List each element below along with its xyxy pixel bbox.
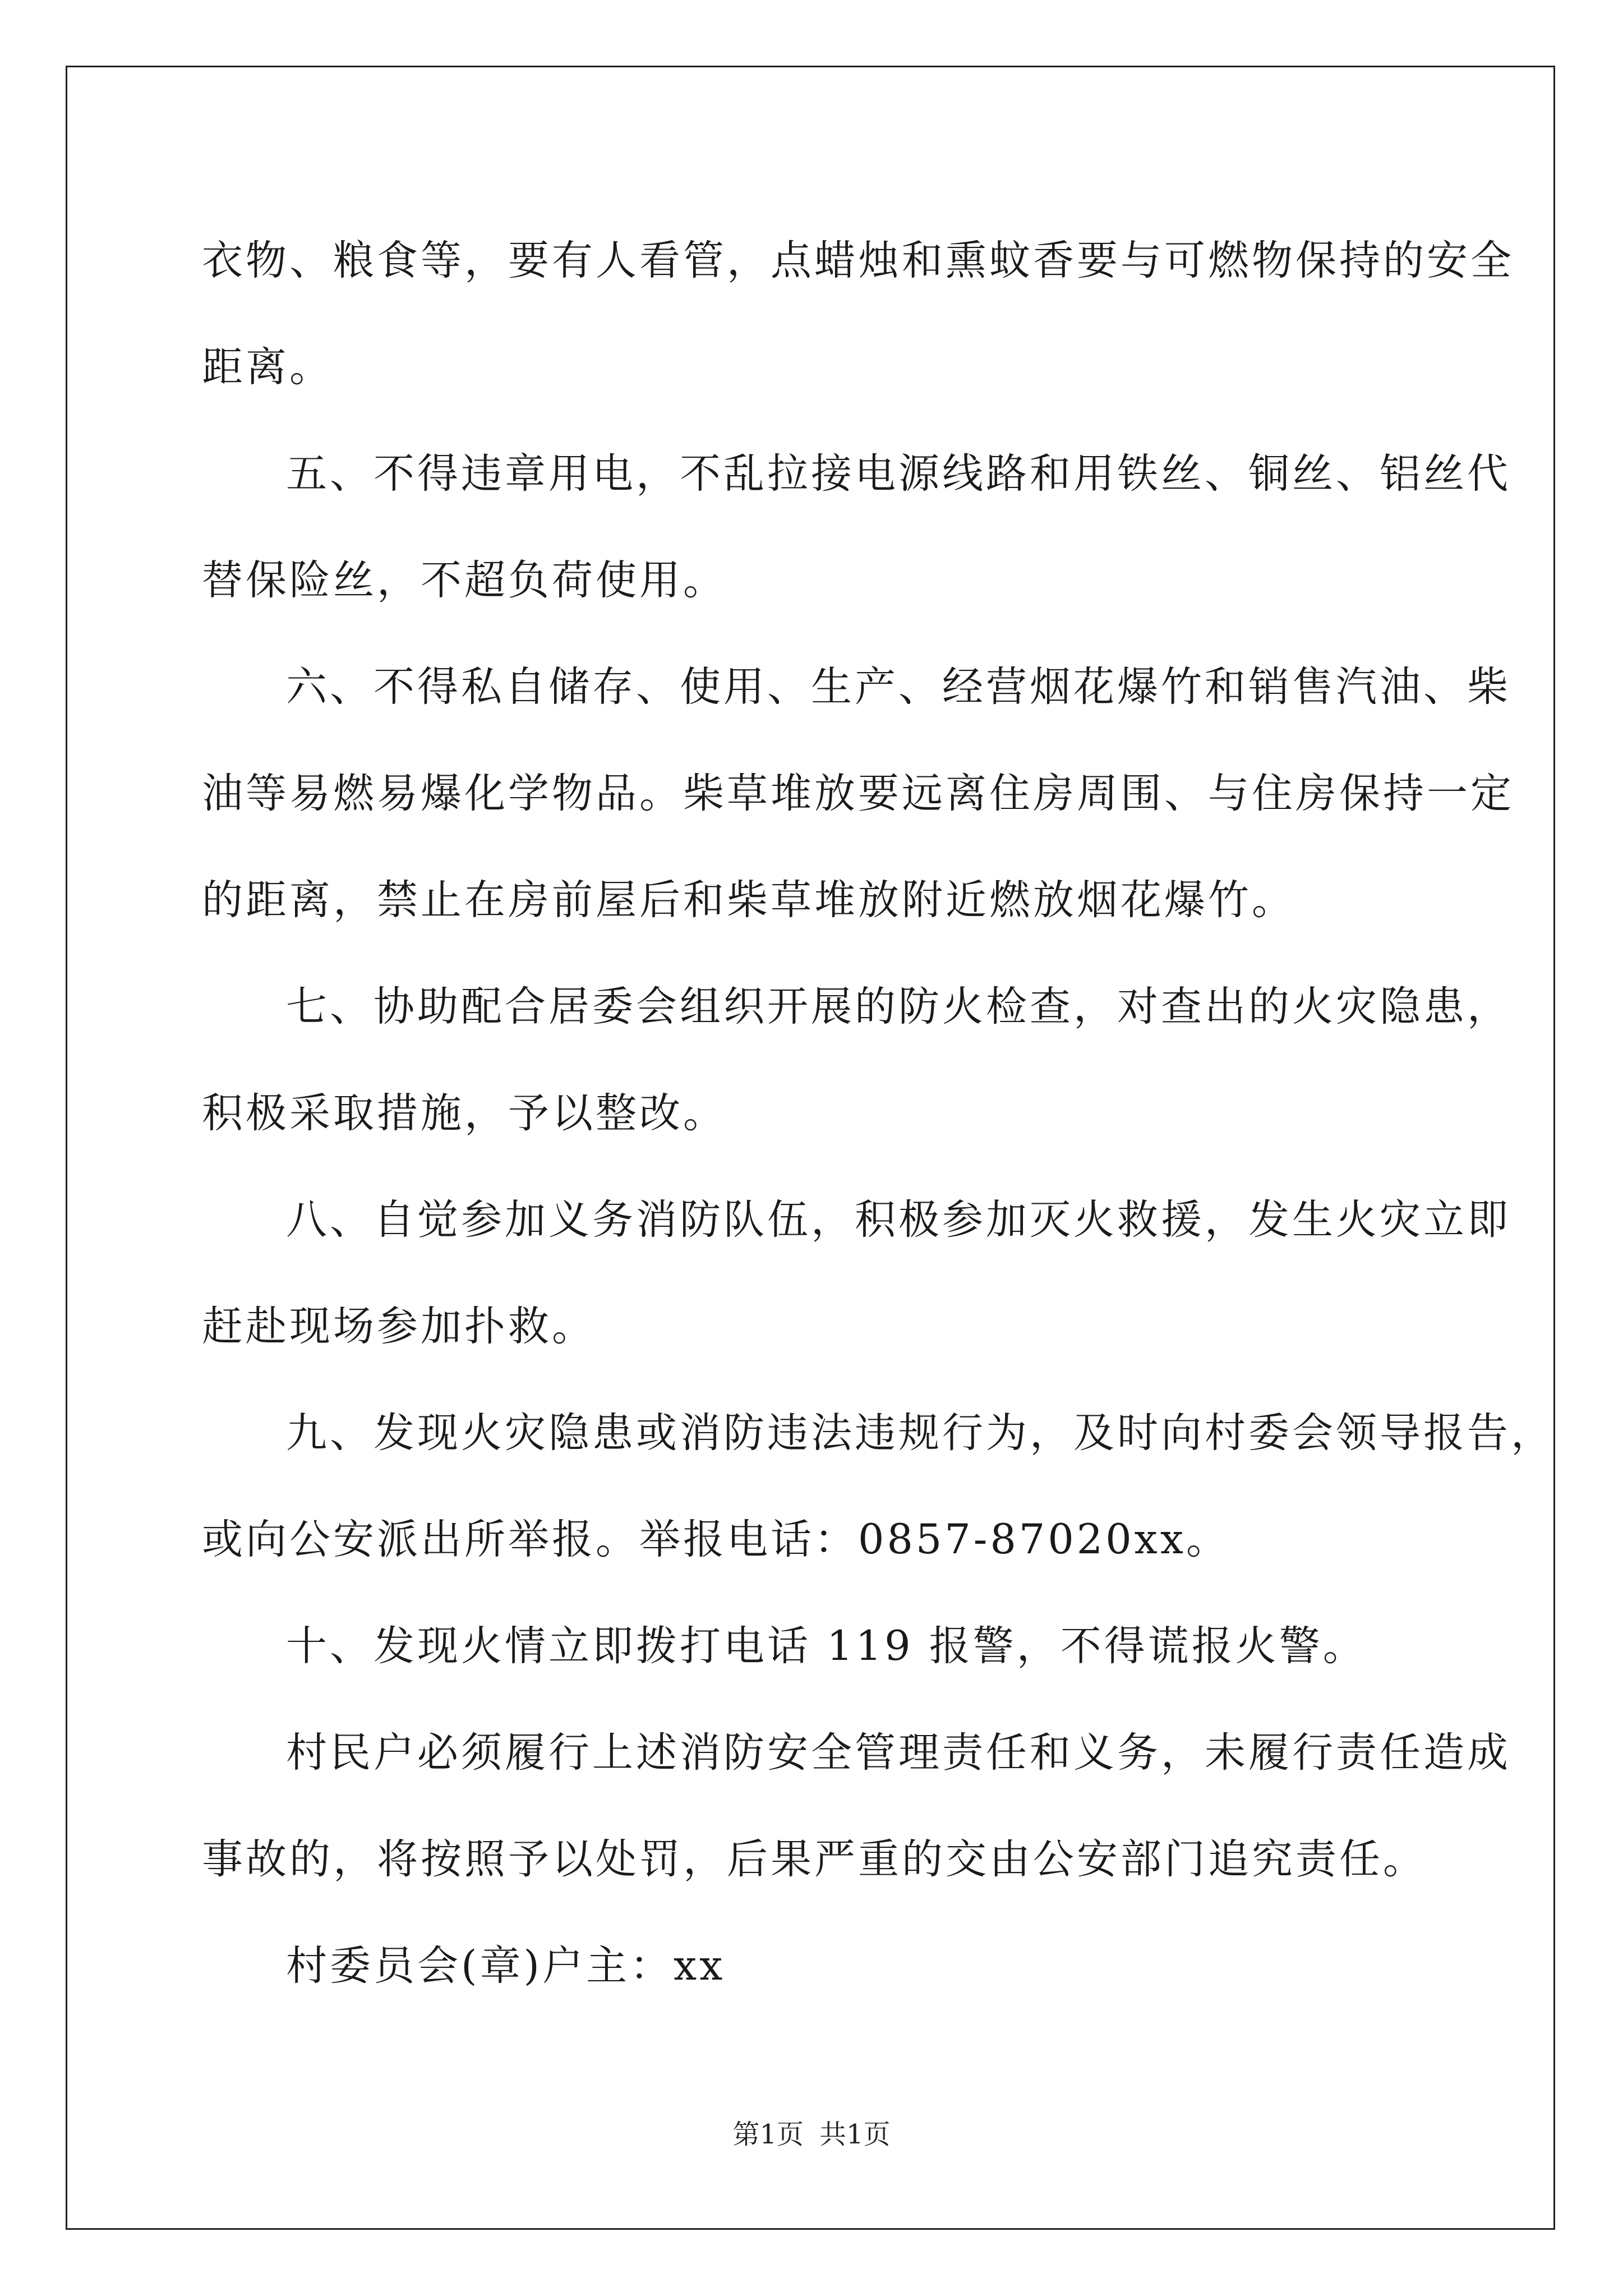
text-line: 六、不得私自储存、使用、生产、经营烟花爆竹和销售汽油、柴 xyxy=(286,663,1511,711)
paragraph-item-10 xyxy=(202,1593,1430,1700)
text-line: 八、自觉参加义务消防队伍，积极参加灭火救援，发生火灾立即 xyxy=(286,1196,1511,1244)
paragraph-item-9 xyxy=(202,1380,1555,1593)
text-line: 替保险丝，不超负荷使用。 xyxy=(202,556,727,604)
paragraph-item-5 xyxy=(202,421,1511,634)
text-line: 的距离，禁止在房前屋后和柴草堆放附近燃放烟花爆竹。 xyxy=(202,876,1295,924)
page-total: 共1页 xyxy=(819,2119,891,2150)
paragraph-signature xyxy=(202,1913,1430,2019)
paragraph-1 xyxy=(202,208,1514,421)
text-line: 油等易燃易爆化学物品。柴草堆放要远离住房周围、与住房保持一定 xyxy=(202,770,1514,817)
text-line: 积极采取措施，予以整改。 xyxy=(202,1089,727,1137)
text-line: 衣物、粮食等，要有人看管，点蜡烛和熏蚊香要与可燃物保持的安全 xyxy=(202,237,1514,284)
page-number: 第1页 xyxy=(732,2119,804,2150)
text-line: 村民户必须履行上述消防安全管理责任和义务，未履行责任造成 xyxy=(286,1729,1511,1777)
text-line: 赶赴现场参加扑救。 xyxy=(202,1303,596,1350)
page-footer xyxy=(0,2118,1623,2151)
text-line: 七、协助配合居委会组织开展的防火检查，对查出的火灾隐患， xyxy=(286,983,1511,1030)
paragraph-item-6 xyxy=(202,634,1514,954)
text-line: 事故的，将按照予以处罚，后果严重的交由公安部门追究责任。 xyxy=(202,1835,1427,1883)
paragraph-item-8 xyxy=(202,1167,1511,1380)
text-line: 五、不得违章用电，不乱拉接电源线路和用铁丝、铜丝、铝丝代 xyxy=(286,450,1511,498)
signature-line: 村委员会(章)户主：xx xyxy=(286,1942,726,1990)
text-line: 距离。 xyxy=(202,343,333,391)
paragraph-responsibility xyxy=(202,1700,1511,1913)
paragraph-item-7 xyxy=(202,954,1511,1167)
text-line: 或向公安派出所举报。举报电话：0857-87020xx。 xyxy=(202,1516,1230,1563)
text-line: 十、发现火情立即拨打电话 119 报警，不得谎报火警。 xyxy=(286,1622,1367,1670)
text-line: 九、发现火灾隐患或消防违法违规行为，及时向村委会领导报告， xyxy=(286,1409,1555,1457)
document-body xyxy=(202,208,1555,2019)
